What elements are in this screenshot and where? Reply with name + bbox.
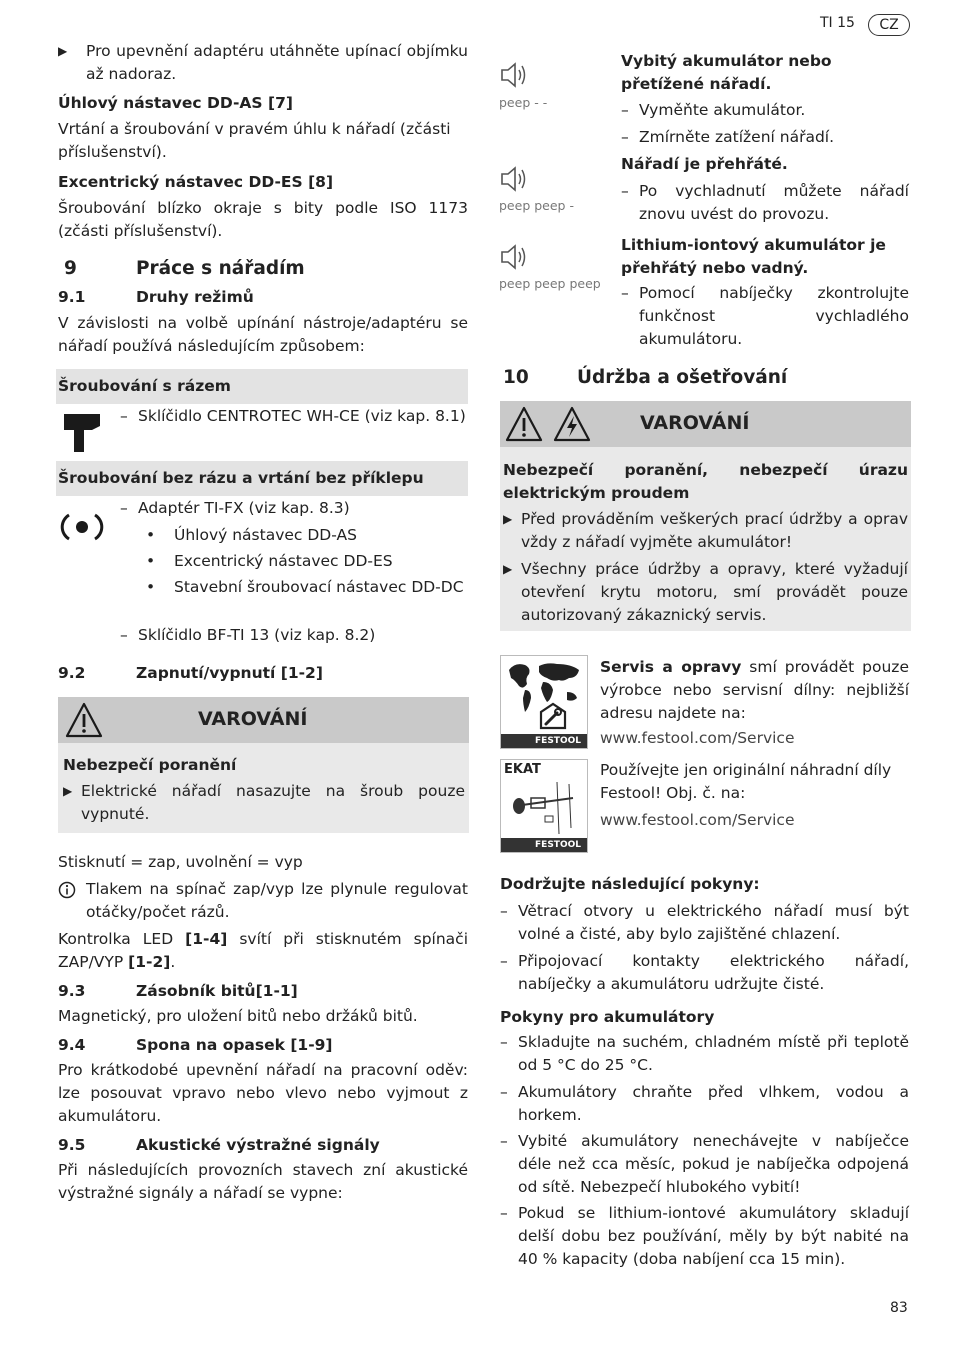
warning-text: ▶ Elektrické nářadí nasazujte na šroub pouze vypnuté. xyxy=(63,782,465,823)
warning-box-right xyxy=(500,401,911,631)
mode-chuck-item: – Sklíčidlo BF-TI 13 (viz kap. 8.2) xyxy=(120,626,376,644)
intro-bullet: ▶ Pro upevnění adaptéru utáhněte upínací objímku až nadoraz. xyxy=(58,42,468,83)
arrow-bullet-icon: ▶ xyxy=(58,44,68,58)
signal-2-item-1: – Po vychladnutí můžete nářadí znovu uvést do provozu. xyxy=(621,182,909,223)
speaker-icon xyxy=(499,164,533,194)
mode-bullet-3: • Stavební šroubovací nástavec DD-DC xyxy=(146,578,464,596)
signal-1-item-2: – Zmírněte zatížení nářadí. xyxy=(621,128,835,146)
page-number: 83 xyxy=(890,1300,908,1316)
section-9-3-text: Magnetický, pro uložení bitů nebo držáků bitů. xyxy=(58,1007,418,1025)
led-text: Kontrolka LED [1-4] svítí při stisknutém spínači ZAP/VYP [1-2]. xyxy=(58,930,468,971)
info-icon xyxy=(58,881,76,899)
speaker-icon xyxy=(499,242,533,272)
page-header xyxy=(820,10,920,38)
battery-item-3: – Vybité akumulátory nenechávejte v nabíječce déle než cca měsíc, pokud je nabíječka odpojená od sítě. Nebezpečí hlubokého vybití! xyxy=(500,1132,909,1196)
dd-as-text: Vrtání a šroubování v pravém úhlu k nářadí (zčásti příslušenství). xyxy=(58,120,451,161)
warning-header xyxy=(58,697,469,743)
warning-box-left xyxy=(58,697,469,833)
arrow-bullet-icon: ▶ xyxy=(63,784,73,798)
warning-triangle-icon xyxy=(64,701,104,739)
signal-3-sound: peep peep peep xyxy=(499,276,601,291)
mode-impact-header: Šroubování s rázem xyxy=(56,369,468,404)
electric-hazard-icon xyxy=(552,405,592,443)
speaker-icon xyxy=(499,60,533,90)
signal-1-title: Vybitý akumulátor nebo přetížené nářadí. xyxy=(621,52,832,93)
rotation-mode-icon xyxy=(60,510,104,544)
signal-2-title: Nářadí je přehřáté. xyxy=(621,155,788,173)
battery-item-2: – Akumulátory chraňte před vlhkem, vodou a horkem. xyxy=(500,1083,909,1124)
mode-impact-item: – Sklíčidlo CENTROTEC WH-CE (viz kap. 8.1) xyxy=(120,407,466,425)
notes-title: Dodržujte následující pokyny: xyxy=(500,875,760,893)
section-9-1-text: V závislosti na volbě upínání nástroje/adaptéru se nářadí používá následujícím způsobem: xyxy=(58,314,468,355)
battery-item-4: – Pokud se lithium-iontové akumulátory skladují delší dobu bez používání, měly by být nabité na 40 % kapacity (doba nabíjení cca 15 min). xyxy=(500,1204,909,1268)
info-note: Tlakem na spínač zap/vyp lze plynule regulovat otáčky/počet rázů. xyxy=(58,878,468,924)
warning-item-1: ▶ Před prováděním veškerých prací údržby a oprav vždy z nářadí vyjměte akumulátor! xyxy=(503,510,908,551)
notes-item-1: – Větrací otvory u elektrického nářadí musí být volné a čisté, aby bylo zajištěné chlazení. xyxy=(500,902,909,943)
language-badge: CZ xyxy=(868,14,910,36)
ekat-logo: EKAT FESTOOL xyxy=(500,759,588,853)
ekat-link[interactable]: www.festool.com/Service xyxy=(600,811,795,829)
warning-label: VAROVÁNÍ xyxy=(640,412,750,434)
section-9-4-text: Pro krátkodobé upevnění nářadí na pracovní oděv: lze posouvat vpravo nebo vlevo nebo vyjmout z akumulátoru. xyxy=(58,1061,468,1125)
signal-2-sound: peep peep - xyxy=(499,198,574,213)
ekat-text: Používejte jen originální náhradní díly Festool! Obj. č. na: xyxy=(600,761,892,802)
warning-header xyxy=(500,401,911,447)
warning-triangle-icon xyxy=(504,405,544,443)
signal-1-sound: peep - - xyxy=(499,95,548,110)
mode-bullet-1: • Úhlový nástavec DD-AS xyxy=(146,526,357,544)
warning-subtitle: Nebezpečí poranění xyxy=(63,756,237,774)
service-world-logo: FESTOOL xyxy=(500,655,588,749)
warning-item-2: ▶ Všechny práce údržby a opravy, které vyžadují otevření krytu motoru, smí provádět pouze autorizovaný zákaznický servis. xyxy=(503,560,908,624)
mode-bullet-2: • Excentrický nástavec DD-ES xyxy=(146,552,393,570)
dd-es-title: Excentrický nástavec DD-ES [8] xyxy=(58,173,334,191)
arrow-bullet-icon: ▶ xyxy=(503,512,513,526)
service-link[interactable]: www.festool.com/Service xyxy=(600,729,795,747)
model-label: TI 15 xyxy=(820,15,855,31)
service-text: Servis a opravy smí provádět pouze výrobce nebo servisní dílny: nejbližší adresu najdete na: xyxy=(600,658,909,722)
impact-mode-icon xyxy=(62,408,102,454)
battery-item-1: – Skladujte na suchém, chladném místě při teplotě od 5 °C do 25 °C. xyxy=(500,1033,909,1074)
press-text: Stisknutí = zap, uvolnění = vyp xyxy=(58,853,303,871)
signal-3-title: Lithium-iontový akumulátor je přehřátý nebo vadný. xyxy=(621,236,886,277)
arrow-bullet-icon: ▶ xyxy=(503,562,513,576)
dd-as-title: Úhlový nástavec DD-AS [7] xyxy=(58,94,293,112)
mode-noimpact-header: Šroubování bez rázu a vrtání bez příklepu xyxy=(56,461,468,496)
warning-label: VAROVÁNÍ xyxy=(198,708,308,730)
section-9-5-text: Při následujících provozních stavech zní akustické výstražné signály a nářadí se vypne: xyxy=(58,1161,468,1202)
signal-1-item-1: – Vyměňte akumulátor. xyxy=(621,101,806,119)
warning-subtitle: Nebezpečí poranění, nebezpečí úrazu elektrickým proudem xyxy=(503,461,908,502)
notes-item-2: – Připojovací kontakty elektrického nářadí, nabíječky a akumulátoru udržujte čisté. xyxy=(500,952,909,993)
dd-es-text: Šroubování blízko okraje s bity podle ISO 1173 (zčásti příslušenství). xyxy=(58,199,468,240)
battery-title: Pokyny pro akumulátory xyxy=(500,1008,715,1026)
mode-adapter-item: – Adaptér TI-FX (viz kap. 8.3) xyxy=(120,499,350,517)
signal-3-item-1: – Pomocí nabíječky zkontrolujte funkčnost vychladlého akumulátoru. xyxy=(621,284,909,348)
